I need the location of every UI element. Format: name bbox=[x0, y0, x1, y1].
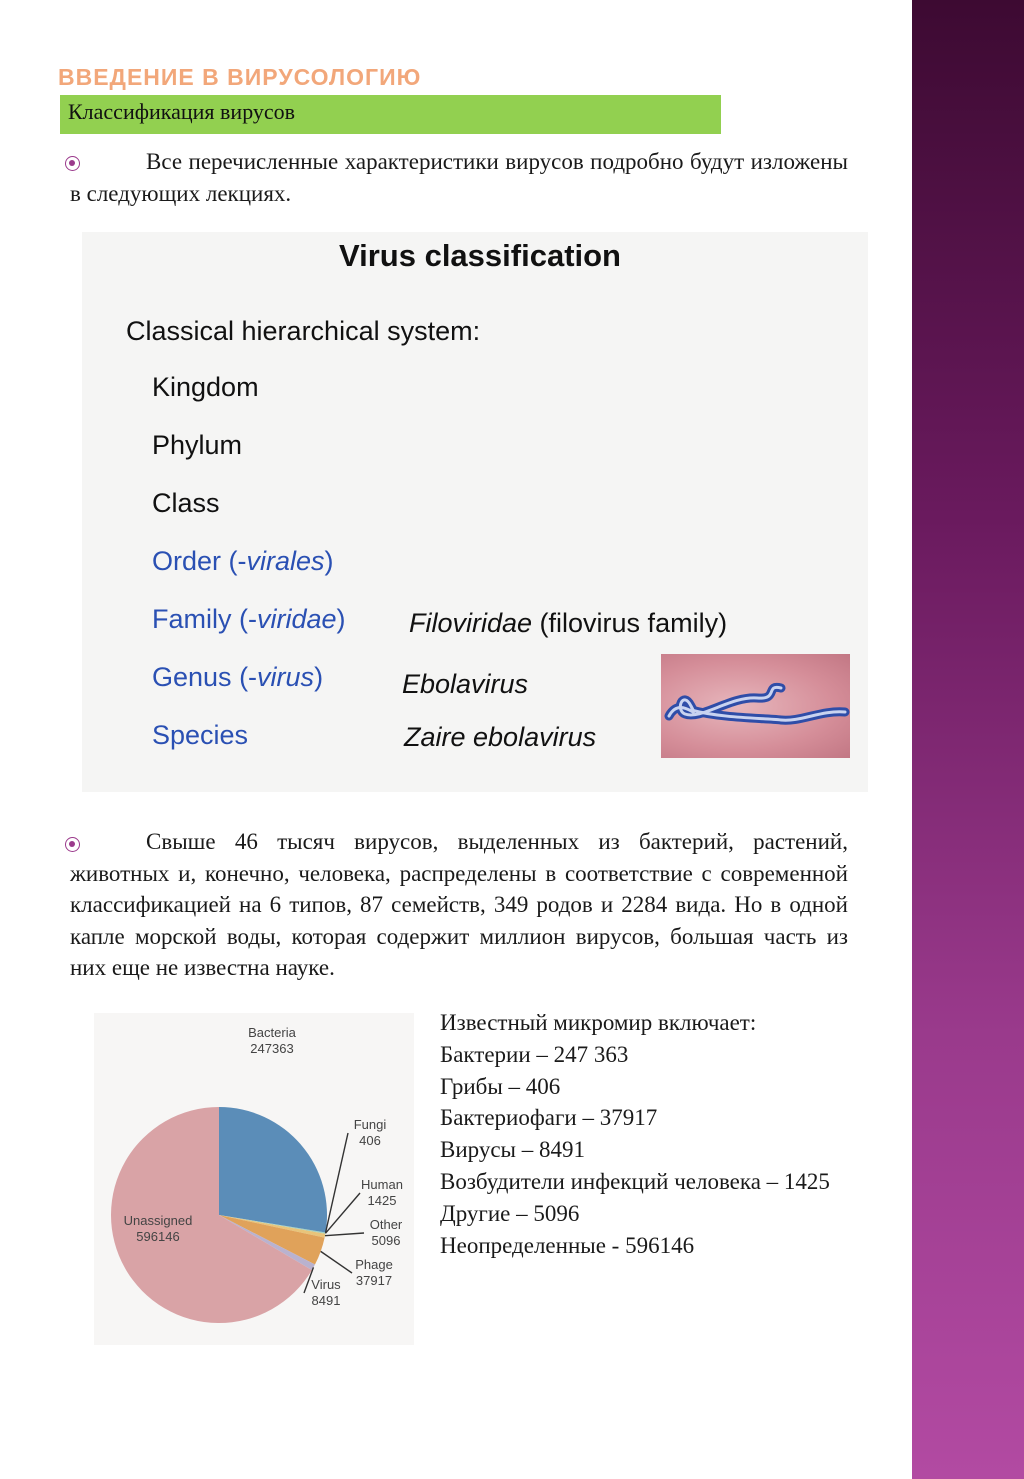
intro-paragraph: Все перечисленные характеристики вирусов подробно будут изложены в следующих лекциях. bbox=[70, 149, 848, 206]
leader-line-other bbox=[325, 1233, 364, 1236]
figure-title: Virus classification bbox=[339, 238, 621, 273]
rank-kingdom: Kingdom bbox=[152, 372, 259, 402]
pie-chart-svg bbox=[94, 1013, 414, 1345]
rank-class: Class bbox=[152, 488, 220, 518]
figure-subtitle: Classical hierarchical system: bbox=[126, 316, 481, 346]
example-genus: Ebolavirus bbox=[402, 669, 529, 699]
rank-order: Order (-virales) bbox=[152, 546, 334, 576]
pie-label-phage: Phage 37917 bbox=[355, 1257, 393, 1288]
second-paragraph: Свыше 46 тысяч вирусов, выделенных из бактерий, растений, животных и, конечно, человека, распределены в соответствие с современной классификацией на 6 типов, 87 семейств, 349 родов и 2284 вида. Но в одной капле морской воды, которая содержит миллион вирусов, большая часть из них еще не известна науке. bbox=[70, 829, 848, 981]
stats-line: Неопределенные - 596146 bbox=[440, 1232, 695, 1258]
decorative-sidebar bbox=[912, 0, 1024, 1479]
example-species: Zaire ebolavirus bbox=[404, 722, 597, 752]
stats-line: Грибы – 406 bbox=[440, 1073, 561, 1099]
pie-label-fungi: Fungi 406 bbox=[353, 1117, 387, 1148]
leader-line-phage bbox=[321, 1251, 352, 1273]
stats-line: Возбудители инфекций человека – 1425 bbox=[440, 1168, 830, 1194]
page-title: ВВЕДЕНИЕ В ВИРУСОЛОГИЮ bbox=[58, 64, 422, 90]
pie-label-human: Human 1425 bbox=[361, 1177, 403, 1208]
rank-genus: Genus (-virus) bbox=[152, 662, 324, 692]
stats-line: Другие – 5096 bbox=[440, 1200, 580, 1226]
pie-label-other: Other 5096 bbox=[369, 1217, 403, 1248]
pie-slice-bacteria bbox=[219, 1107, 327, 1232]
rank-family: Family (-viridae) bbox=[152, 604, 346, 634]
microworld-pie-chart bbox=[94, 1013, 414, 1345]
stats-heading: Известный микромир включает: bbox=[440, 1010, 757, 1035]
example-family: Filoviridae (filovirus family) bbox=[409, 608, 728, 638]
stats-line: Бактерии – 247 363 bbox=[440, 1041, 629, 1067]
pie-label-unassigned: Unassigned 596146 bbox=[123, 1213, 193, 1244]
rank-phylum: Phylum bbox=[152, 430, 243, 460]
leader-line-fungi bbox=[326, 1133, 348, 1233]
pie-label-bacteria: Bacteria 247363 bbox=[248, 1025, 296, 1056]
stats-line: Вирусы – 8491 bbox=[440, 1137, 586, 1163]
rank-species: Species bbox=[152, 720, 249, 750]
stats-line: Бактериофаги – 37917 bbox=[440, 1105, 658, 1131]
microworld-stats bbox=[440, 1007, 860, 1261]
pie-label-virus: Virus 8491 bbox=[311, 1277, 341, 1308]
virus-classification-figure bbox=[82, 232, 868, 792]
section-title: Классификация вирусов bbox=[60, 95, 721, 134]
ebola-virion-image bbox=[661, 654, 850, 758]
